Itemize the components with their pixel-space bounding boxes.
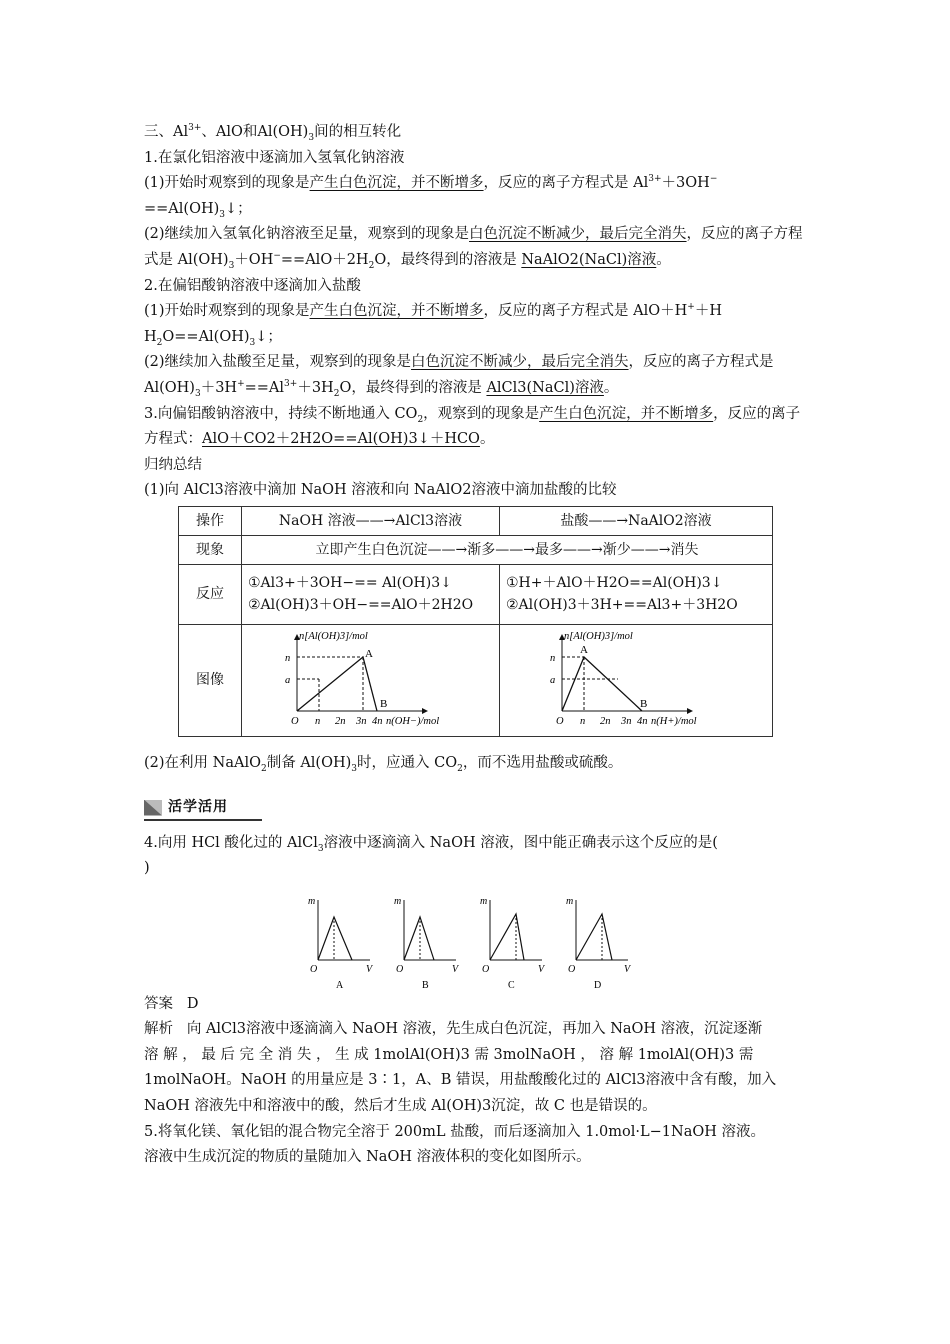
svg-text:m: m — [566, 895, 574, 907]
table-cell — [242, 624, 500, 736]
question-4: 4.向用 HCl 酸化过的 AlCl$_3$溶液中逐滴滴入 NaOH 溶液，图中能正确表示这个反应的是( ) — [144, 834, 718, 877]
data-line — [297, 657, 377, 711]
point-a: A — [364, 647, 373, 660]
table-cell: NaOH 溶液——→AlCl3溶液 — [242, 506, 500, 535]
row-label: 反应 — [179, 564, 242, 624]
answer-blank: 产生白色沉淀，并不断增多 — [539, 405, 714, 422]
banner-rule — [144, 819, 262, 821]
table-row — [179, 535, 773, 564]
choice-graphs-svg — [304, 892, 644, 992]
choice-c-graph — [480, 896, 546, 991]
data-line — [562, 657, 642, 711]
row-label: 图像 — [179, 624, 242, 736]
svg-text:O: O — [310, 963, 318, 975]
table-row — [179, 506, 773, 535]
table-cell — [500, 624, 773, 736]
svg-text:m: m — [394, 895, 402, 907]
tick-a: a — [550, 674, 556, 686]
origin: O — [556, 715, 564, 727]
row-label: 现象 — [179, 535, 242, 564]
point-a: A — [580, 643, 588, 656]
svg-text:O: O — [568, 963, 576, 975]
point-b: B — [379, 697, 387, 710]
item2-title: 2.在偏铝酸钠溶液中逐滴加入盐酸 — [144, 277, 361, 294]
svg-text:V: V — [538, 963, 545, 975]
answer-blank: AlCl3(NaCl)溶液 — [486, 379, 604, 396]
x-label: n(H+)/mol — [651, 715, 697, 727]
item3-paragraph: 3.向偏铝酸钠溶液中，持续不断地通入 $CO_2$，观察到的现象是产生白色沉淀，并不断增多，反应的离子方程式：AlO＋CO2＋2H2O==Al(OH)3↓＋HCO。 — [144, 405, 801, 448]
table-cell: ①H+＋AlO＋H2O==Al(OH)3↓ ②Al(OH)3＋3H+==Al3+＋3H2O — [500, 564, 773, 624]
answer-blank: AlO＋CO2＋2H2O==Al(OH)3↓＋HCO — [202, 431, 480, 448]
graph-hcl-into-naalo2 — [536, 627, 736, 727]
tick-n: n — [284, 652, 290, 664]
analysis-line2: 溶 解 ， 最 后 完 全 消 失 ， 生 成 1molAl(OH)3 需 3molNaOH ， 溶 解 1molAl(OH)3 需 — [144, 1046, 754, 1063]
svg-text:V: V — [366, 963, 373, 975]
choice-graphs — [304, 892, 804, 992]
table-cell: 盐酸——→NaAlO2溶液 — [500, 506, 773, 535]
answer-value: D — [186, 995, 199, 1012]
tick-n: n — [550, 652, 556, 664]
analysis-line4: NaOH 溶液先中和溶液中的酸，然后才生成 Al(OH)3沉淀，故 C 也是错误的。 — [144, 1098, 657, 1115]
svg-text:O: O — [482, 963, 490, 975]
item2-paragraph2: (2)继续加入盐酸至足量，观察到的现象是白色沉淀不断减少，最后完全消失，反应的离子方程式是 $Al(OH)_3+3H^+==Al^{3+}+3H_2O$，最终得到的溶液是 AlCl3(NaCl)溶液。 — [144, 354, 774, 399]
tick-x2: 2n — [334, 715, 345, 727]
tick-x4: 4n — [637, 715, 648, 727]
y-label: n[Al(OH)3]/mol — [298, 630, 368, 642]
answer-blank: 白色沉淀不断减少，最后完全消失 — [411, 354, 629, 371]
svg-text:m: m — [308, 895, 316, 907]
tick-x3: 3n — [621, 715, 632, 727]
summary-point1: (1)向 AlCl3溶液中滴加 NaOH 溶液和向 NaAlO2溶液中滴加盐酸的比较 — [144, 482, 617, 499]
item2-paragraph1: (1)开始时观察到的现象是产生白色沉淀，并不断增多，反应的离子方程式是 AlO＋H+＋H $H_2O==Al(OH)_3↓$； — [144, 302, 722, 348]
practice-banner — [144, 795, 262, 821]
answer-blank: 白色沉淀不断减少，最后完全消失 — [469, 226, 687, 243]
choice-b-label: B — [422, 979, 429, 991]
document-page — [144, 120, 804, 1171]
point-b: B — [640, 697, 648, 710]
question-5-line1: 5.将氧化镁、氧化铝的混合物完全溶于 200mL 盐酸，而后逐滴加入 1.0mol·L−1NaOH 溶液。 — [144, 1123, 765, 1140]
graph-naoh-into-alcl3 — [271, 627, 471, 727]
svg-text:m: m — [480, 895, 488, 907]
choice-d-graph — [566, 896, 632, 991]
choice-a-label: A — [336, 979, 344, 991]
choice-c-label: C — [508, 979, 515, 991]
x-label: n(OH−)/mol — [385, 715, 439, 727]
origin: O — [290, 715, 299, 727]
tick-x3: 3n — [355, 715, 366, 727]
comparison-table — [178, 506, 773, 737]
svg-text:O: O — [396, 963, 404, 975]
answer-blank: 产生白色沉淀，并不断增多 — [309, 175, 484, 192]
banner-title: 活学活用 — [168, 798, 228, 815]
answer-line: 答案 D — [144, 995, 199, 1012]
choice-d-label: D — [594, 979, 602, 991]
table-cell: ①Al3+＋3OH−== Al(OH)3↓ ②Al(OH)3＋OH−==AlO＋2H2O — [242, 564, 500, 624]
svg-text:V: V — [452, 963, 459, 975]
row-label: 操作 — [179, 506, 242, 535]
table-row — [179, 564, 773, 624]
answer-blank: 产生白色沉淀，并不断增多 — [309, 303, 484, 320]
tick-x1: n — [580, 715, 586, 727]
tick-x4: 4n — [371, 715, 382, 727]
y-label: n[Al(OH)3]/mol — [564, 630, 633, 642]
svg-text:V: V — [624, 963, 631, 975]
summary-point2: (2)在利用 NaAlO$_2$制备 $Al(OH)_3$时，应通入 $CO_2$，而不选用盐酸或硫酸。 — [144, 754, 623, 774]
choice-a-graph — [308, 896, 374, 991]
table-row — [179, 624, 773, 736]
tick-x1: n — [314, 715, 320, 727]
table-cell: 立即产生白色沉淀——→渐多——→最多——→渐少——→消失 — [242, 535, 773, 564]
tick-a: a — [284, 674, 290, 686]
analysis-line1: 解析 向 AlCl3溶液中逐滴滴入 NaOH 溶液，先生成白色沉淀，再加入 NaOH 溶液，沉淀逐渐 — [144, 1021, 763, 1038]
summary-title: 归纳总结 — [144, 456, 202, 473]
tick-x2: 2n — [600, 715, 611, 727]
analysis-line3: 1molNaOH。NaOH 的用量应是 3∶1，A、B 错误，用盐酸酸化过的 AlCl3溶液中含有酸，加入 — [144, 1072, 777, 1089]
item1-paragraph2: (2)继续加入氢氧化钠溶液至足量，观察到的现象是白色沉淀不断减少，最后完全消失，反应的离子方程式是 $Al(OH)_3+OH^-==AlO+2H_2O$，最终得到的溶液是 NaAlO2(NaCl)溶液。 — [144, 226, 803, 271]
section-heading: 三、$Al^{3+}$、AlO和$Al(OH)_3$间的相互转化 — [144, 123, 402, 143]
answer-blank: NaAlO2(NaCl)溶液 — [521, 251, 657, 268]
item1-title: 1.在氯化铝溶液中逐滴加入氢氧化钠溶液 — [144, 149, 405, 166]
item1-paragraph1: (1)开始时观察到的现象是产生白色沉淀，并不断增多，反应的离子方程式是 $Al^{3+}+3OH^-$ $==Al(OH)_3↓$； — [144, 174, 718, 220]
choice-b-graph — [394, 896, 460, 991]
question-5-line2: 溶液中生成沉淀的物质的量随加入 NaOH 溶液体积的变化如图所示。 — [144, 1149, 591, 1166]
